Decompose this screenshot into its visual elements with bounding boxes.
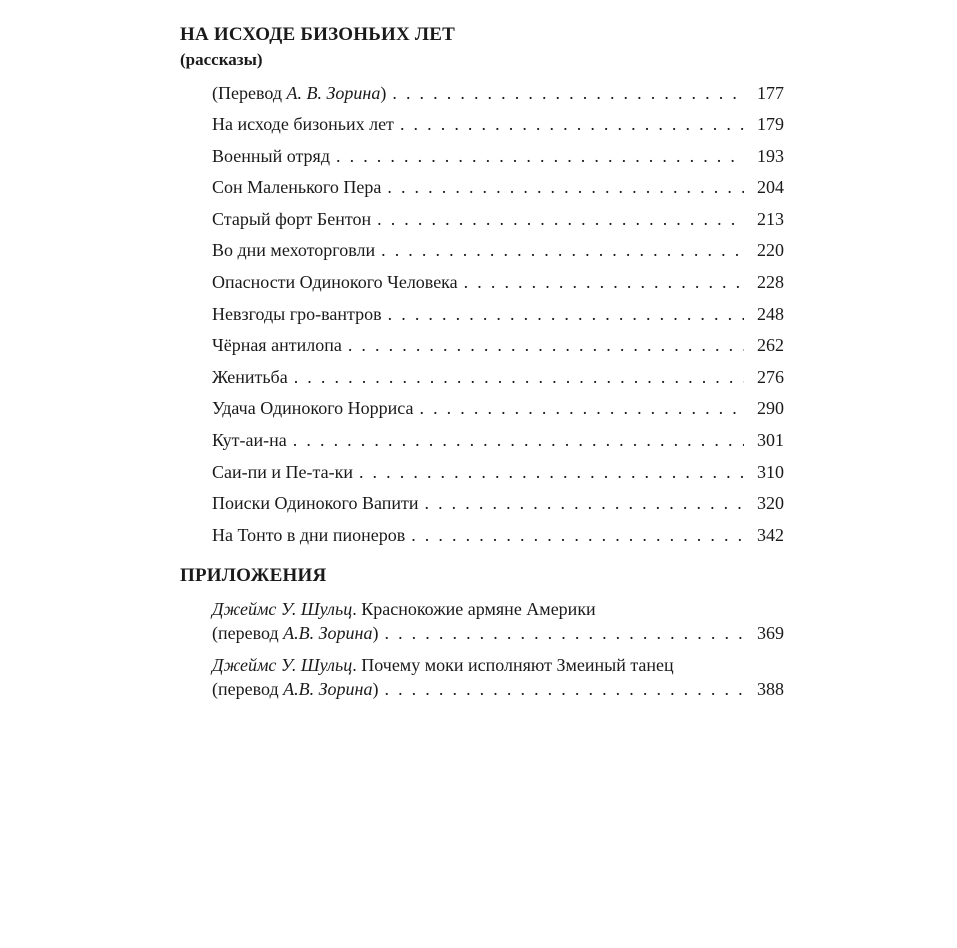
section-subtitle: (рассказы): [180, 50, 263, 69]
dot-leader: [392, 81, 744, 105]
dot-leader: [411, 523, 744, 547]
toc-entry-title: Военный отряд: [212, 146, 330, 166]
toc-page-number: 290: [757, 398, 784, 418]
translator-suffix: ): [372, 623, 379, 643]
dot-leader: [381, 238, 744, 262]
toc-entry-title: Во дни мехоторговли: [212, 240, 376, 260]
toc-page-number: 342: [757, 525, 784, 545]
toc-entry-title: [212, 677, 378, 701]
dot-leader: [400, 112, 744, 136]
toc-entry-title: Поиски Одинокого Вапити: [212, 493, 419, 513]
dot-leader: [293, 428, 744, 452]
appendix-author: Джеймс У. Шульц: [212, 655, 353, 675]
dot-leader: [387, 175, 744, 199]
toc-entry: [212, 175, 784, 199]
dot-leader: [384, 677, 744, 701]
toc-page-number: 193: [757, 146, 784, 166]
dot-leader: [359, 460, 744, 484]
appendix-entry-1-line1: [212, 597, 784, 621]
translator-prefix: (перевод: [212, 679, 284, 699]
toc-page-number: 204: [757, 177, 784, 197]
translator-prefix: (Перевод: [212, 83, 287, 103]
appendix-entry-2-line1: [212, 653, 784, 677]
translator-name: А. В. Зорина: [286, 83, 381, 103]
toc-entry: [212, 270, 784, 294]
toc-entry: [212, 460, 784, 484]
toc-page-number: 310: [757, 462, 784, 482]
toc-entry-title: Удача Одинокого Норриса: [212, 398, 414, 418]
dot-leader: [424, 491, 744, 515]
dot-leader: [348, 333, 744, 357]
toc-entry-title: Чёрная антилопа: [212, 335, 342, 355]
toc-page-number: 228: [757, 272, 784, 292]
toc-entry: [212, 396, 784, 420]
translator-suffix: ): [380, 83, 387, 103]
section-title: НА ИСХОДЕ БИЗОНЬИХ ЛЕТ: [180, 24, 455, 45]
toc-entry: [212, 365, 784, 389]
toc-page-number: 369: [757, 623, 784, 643]
toc-entry-title: Сон Маленького Пера: [212, 177, 382, 197]
appendix-author: Джеймс У. Шульц: [212, 599, 353, 619]
toc-entry-title: Опасности Одинокого Человека: [212, 272, 458, 292]
toc-entry-title: [212, 621, 378, 645]
toc-entry-title: Кут-аи-на: [212, 430, 287, 450]
toc-entry: [212, 207, 784, 231]
section-title-appendix: ПРИЛОЖЕНИЯ: [180, 565, 327, 586]
toc-entry-title: [212, 81, 386, 105]
toc-entry-title: Старый форт Бентон: [212, 209, 372, 229]
toc-entry: [212, 112, 784, 136]
toc-entry: [212, 523, 784, 547]
toc-page-number: 220: [757, 240, 784, 260]
dot-leader: [384, 621, 744, 645]
toc-entry-title: На Тонто в дни пионеров: [212, 525, 406, 545]
toc-entry-title: Невзгоды гро-вантров: [212, 304, 382, 324]
toc-page-number: 248: [757, 304, 784, 324]
translator-suffix: ): [372, 679, 379, 699]
dot-leader: [294, 365, 744, 389]
translator-prefix: (перевод: [212, 623, 284, 643]
translator-name: А.В. Зорина: [283, 623, 373, 643]
appendix-title: . Почему моки исполняют Змеиный танец: [352, 655, 674, 675]
toc-page-number: 177: [757, 83, 784, 103]
toc-entry-translator: [212, 81, 784, 105]
toc-page-number: 301: [757, 430, 784, 450]
toc-entry: [212, 302, 784, 326]
toc-entry-title: На исходе бизоньих лет: [212, 114, 394, 134]
toc-entry: [212, 333, 784, 357]
dot-leader: [377, 207, 744, 231]
appendix-entry-2-line2: [212, 677, 784, 701]
dot-leader: [336, 144, 744, 168]
dot-leader: [419, 396, 744, 420]
toc-entry: [212, 491, 784, 515]
toc-page-number: 179: [757, 114, 784, 134]
toc-entry-title: Женитьба: [212, 367, 288, 387]
appendix-entry-1-line2: [212, 621, 784, 645]
toc-page-number: 388: [757, 679, 784, 699]
toc-page-number: 320: [757, 493, 784, 513]
toc-page-number: 213: [757, 209, 784, 229]
toc-page-number: 276: [757, 367, 784, 387]
appendix-title: . Краснокожие армяне Америки: [352, 599, 596, 619]
translator-name: А.В. Зорина: [283, 679, 373, 699]
dot-leader: [464, 270, 744, 294]
toc-page-number: 262: [757, 335, 784, 355]
toc-entry: [212, 144, 784, 168]
toc-entry: [212, 428, 784, 452]
toc-entry-title: Саи-пи и Пе-та-ки: [212, 462, 353, 482]
dot-leader: [388, 302, 744, 326]
toc-entry: [212, 238, 784, 262]
